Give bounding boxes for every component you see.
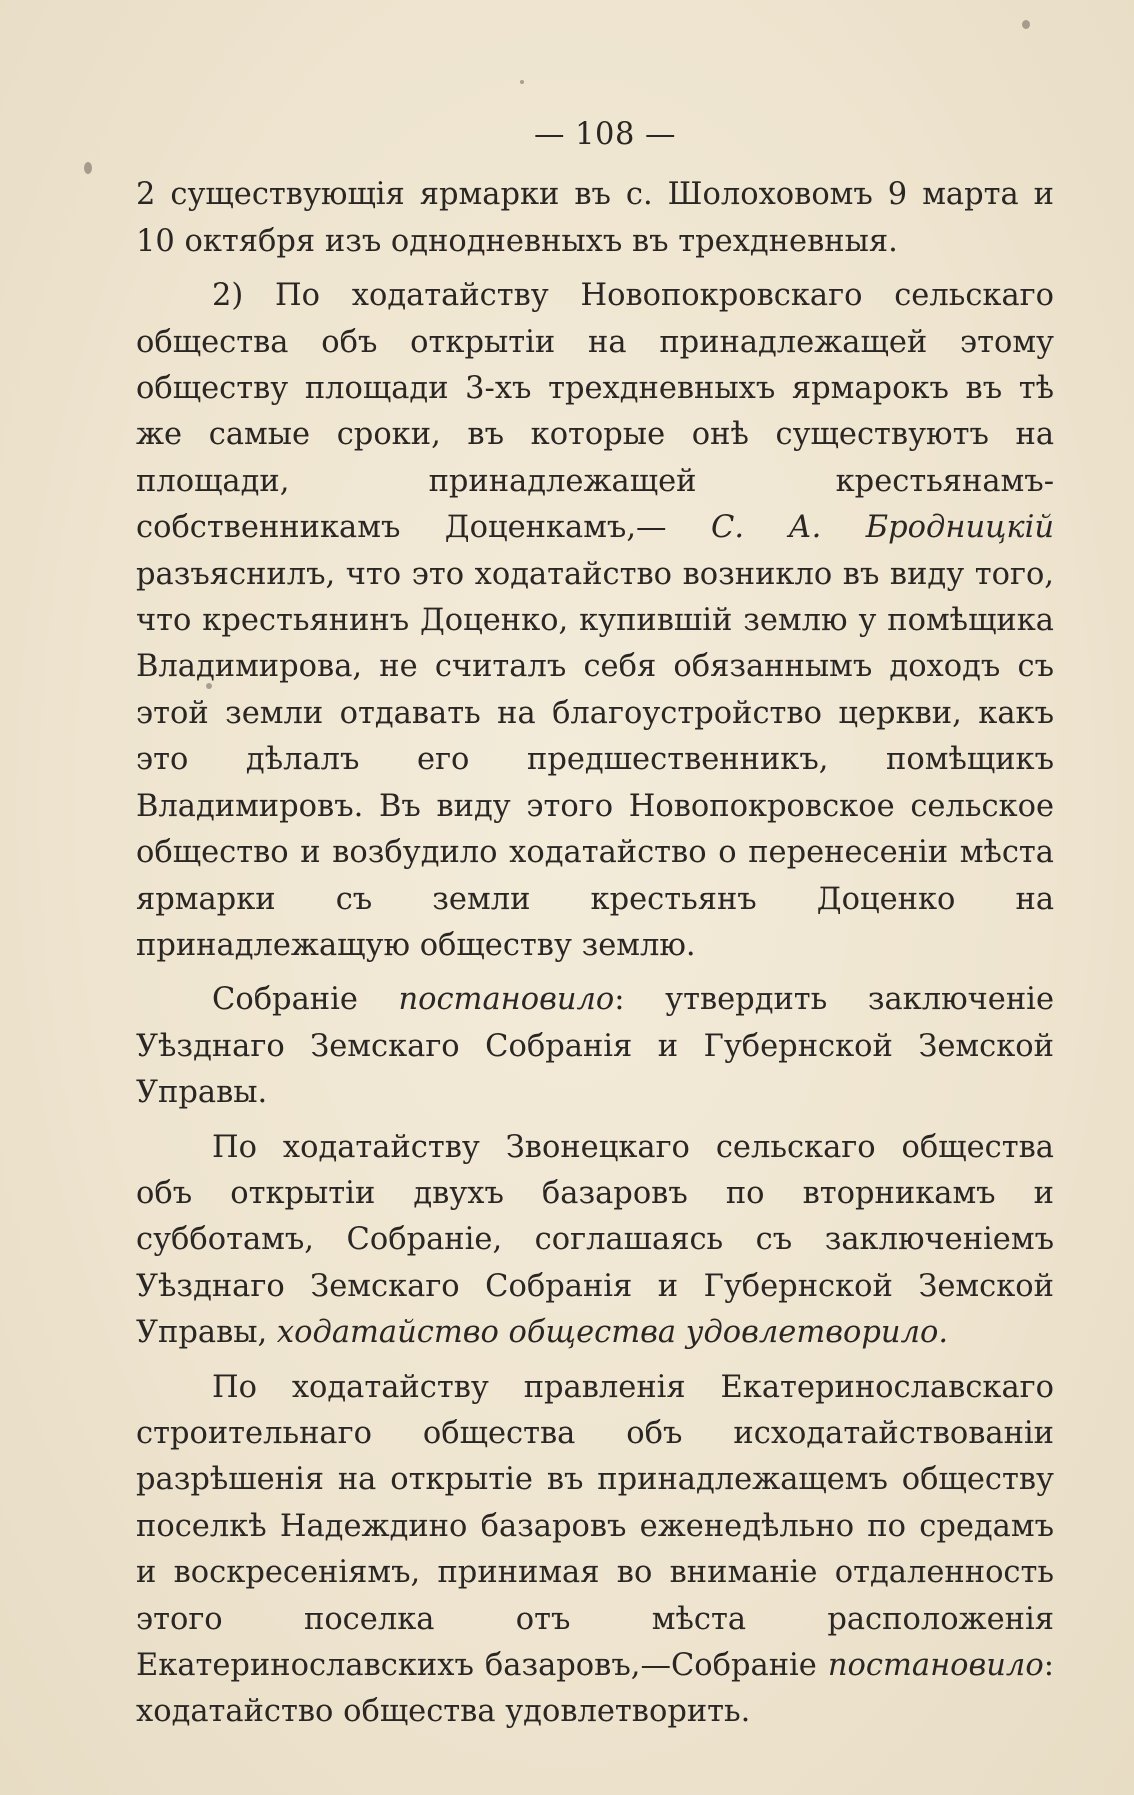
text-run: Собраніе — [212, 982, 399, 1018]
ink-speck — [520, 80, 524, 84]
page-text — [136, 112, 1054, 1744]
italic-name: С. А. Бродницкій — [710, 510, 1054, 546]
text-run: : ходатайство общества удовлетворить. — [136, 1648, 1054, 1730]
page-number: — 108 — — [533, 117, 677, 152]
text-run: 2) По ходатайству Новопокровскаго сельскаго общества объ открытіи на принадлежащей этому обществу площади 3-хъ трехдневныхъ ярмарокъ въ тѣ же самые сроки, въ которые онѣ существуютъ на площади, принадлежащей крестьянамъ-собственникамъ Доценкамъ,— — [136, 278, 1054, 546]
ink-speck — [1022, 20, 1030, 29]
paragraph-2 — [136, 273, 1054, 969]
italic-resolution: ходатайство общества удовлетворило. — [276, 1315, 949, 1351]
paragraph-1 — [136, 172, 1054, 265]
ink-speck — [84, 162, 92, 174]
text-run: 2 существующія ярмарки въ с. Шолоховомъ 9 марта и 10 октября изъ однодневныхъ въ трехдневныя. — [136, 177, 1054, 259]
text-run: : утвердить заключеніе Уѣзднаго Земскаго Собранія и Губернской Земской Управы. — [136, 982, 1054, 1111]
italic-resolution: постановило — [827, 1648, 1044, 1683]
paragraph-3 — [136, 977, 1054, 1116]
text-run: По ходатайству Звонецкаго сельскаго общества объ открытіи двухъ базаровъ по вторникамъ и субботамъ, Собраніе, соглашаясь съ заключеніемъ Уѣзднаго Земскаго Собранія и Губернской Земской Управы, — [136, 1129, 1054, 1351]
text-run: разъяснилъ, что это ходатайство возникло въ виду того, что крестьянинъ Доценко, купившій землю у помѣщика Владимирова, не считалъ себя обязаннымъ доходъ съ этой земли отдавать на благоустройство церкви, какъ это дѣлалъ его предшественникъ, помѣщикъ Владимировъ. Въ виду этого Новопокровское сельское общество и возбудило ходатайство о перенесеніи мѣста ярмарки съ земли крестьянъ Доценко на принадлежащую обществу землю. — [136, 556, 1054, 963]
paragraph-5 — [136, 1365, 1054, 1736]
italic-resolution: постановило — [398, 982, 615, 1018]
paragraph-4 — [136, 1125, 1054, 1357]
text-run: По ходатайству правленія Екатеринославскаго строительнаго общества объ исходатайствованіи разрѣшенія на открытіе въ принадлежащемъ обществу поселкѣ Надеждино базаровъ еженедѣльно по средамъ и воскресеніямъ, принимая во вниманіе отдаленность этого поселка отъ мѣста расположенія Екатеринославскихъ базаровъ,—Собраніе — [136, 1369, 1054, 1683]
